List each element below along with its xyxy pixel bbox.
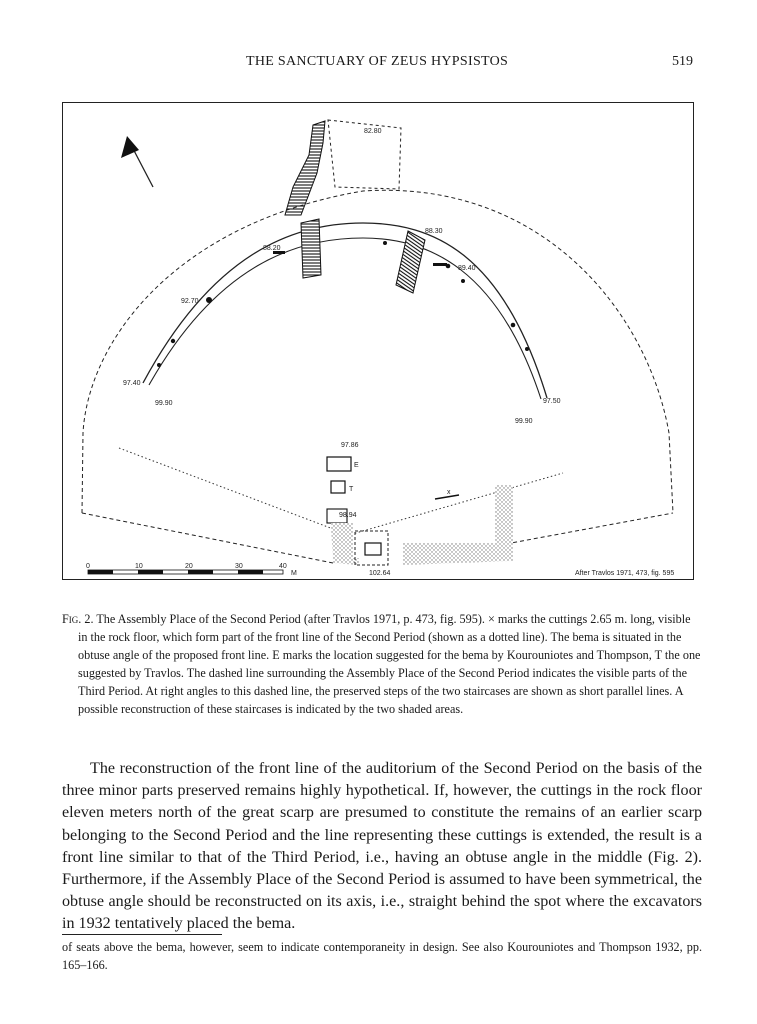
body-paragraph (62, 758, 702, 936)
label-97-50: 97.50 (543, 398, 561, 405)
figure-caption (62, 610, 702, 718)
scale-bar (86, 563, 297, 577)
label-82-80: 82.80 (364, 128, 382, 135)
bema-step (365, 543, 381, 555)
label-e: E (354, 462, 359, 469)
scale-tick-30: 30 (235, 563, 243, 570)
page-number: 519 (672, 54, 693, 69)
second-period-arc-outer (143, 223, 547, 398)
scale-tick-40: 40 (279, 563, 287, 570)
scale-tick-20: 20 (185, 563, 193, 570)
figure-credit: After Travlos 1971, 473, fig. 595 (575, 570, 675, 577)
staircase-left (301, 219, 321, 278)
footnote (62, 938, 702, 974)
scale-tick-0: 0 (86, 563, 90, 570)
scale-unit: M (291, 570, 297, 577)
body-paragraph-text: The reconstruction of the front line of the auditorium of the Second Period on the basis of the three minor parts preserved remains highly hypothetical. If, however, the cuttings in the rock floor eleven meters north of the great scarp are presumed to constitute the remains of an earlier scarp belonging to the Second Period and the line representing these cuttings is extended, the result is a front line similar to that of the Third Period, i.e., having an obtuse angle in the middle (Fig. 2). Furthermore, if the Assembly Place of the Second Period is assumed to have been symmetrical, the obtuse angle should be reconstructed on its axis, i.e., straight behind the spot where the excavators in 1932 tentatively placed the bema. (62, 760, 702, 933)
label-92-70: 92.70 (181, 298, 199, 305)
arc-marks (157, 241, 529, 367)
label-88-30: 88.30 (425, 228, 443, 235)
footnote-divider (62, 934, 222, 935)
label-98-94: 98.94 (339, 512, 357, 519)
scale-tick-10: 10 (135, 563, 143, 570)
running-head (0, 54, 757, 74)
second-period-arc-inner (149, 238, 541, 399)
bema-e-box (327, 457, 351, 471)
staircase-right (396, 231, 425, 293)
running-title: THE SANCTUARY OF ZEUS HYPSISTOS (246, 54, 509, 69)
label-102-64: 102.64 (369, 570, 391, 577)
label-cutting-x: x (447, 489, 451, 496)
shaded-staircase-right (403, 485, 513, 565)
scarp-hatched (285, 121, 325, 215)
figure-plan (62, 102, 694, 580)
caption-text: The Assembly Place of the Second Period (after Travlos 1971, p. 473, fig. 595). × marks the cuttings 2.65 m. long, visible in the rock floor, which form part of the front line of the Second Period (shown as a dotted line). The bema is situated in the obtuse angle of the proposed front line. E marks the location suggested for the bema by Kourouniotes and Thompson, T the one suggested by Travlos. The dashed line surrounding the Assembly Place of the Second Period indicates the visible parts of the Third Period. At right angles to this dashed line, the preserved steps of the two staircases are shown as short parallel lines. A possible reconstruction of these staircases is indicated by the two shaded areas. (78, 612, 701, 716)
label-97-86: 97.86 (341, 442, 359, 449)
label-97-40: 97.40 (123, 380, 141, 387)
label-89-40: 89.40 (458, 265, 476, 272)
bema-t-box (331, 481, 345, 493)
label-99-90-left: 99.90 (155, 400, 173, 407)
site-plan-drawing (63, 103, 695, 581)
label-99-90-right: 99.90 (515, 418, 533, 425)
caption-label: Fig. 2. (62, 612, 94, 626)
footnote-text: of seats above the bema, however, seem to indicate contemporaneity in design. See also Kourouniotes and Thompson 1932, pp. 165–166. (62, 940, 702, 972)
north-arrow-icon (121, 136, 153, 187)
label-t: T (349, 486, 354, 493)
label-88-20: 88.20 (263, 245, 281, 252)
